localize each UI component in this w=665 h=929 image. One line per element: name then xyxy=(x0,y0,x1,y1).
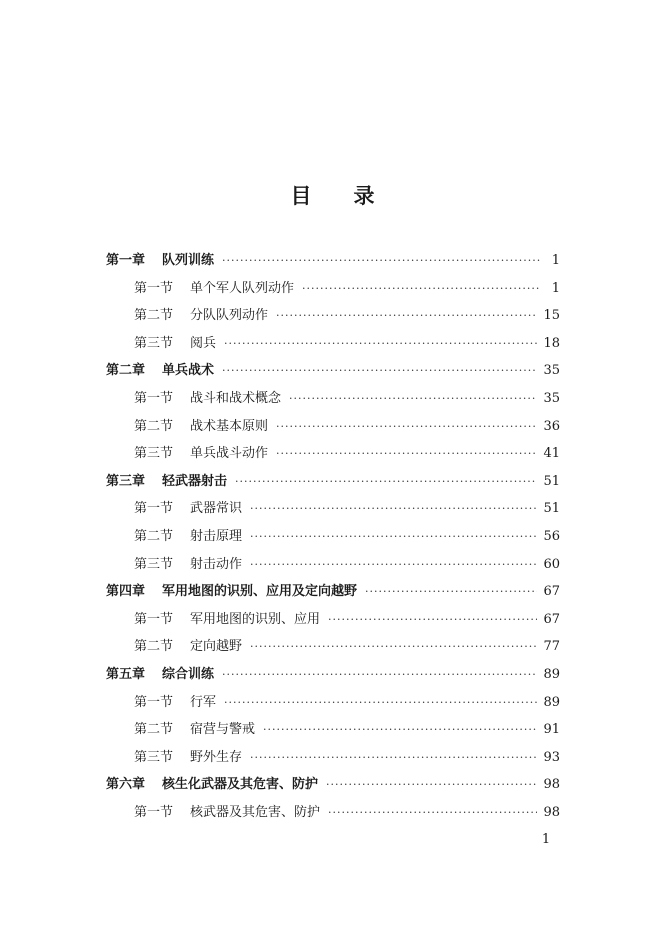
toc-section-entry[interactable] xyxy=(106,689,560,717)
dot-leader xyxy=(326,771,537,799)
section-number: 第一节 xyxy=(134,694,174,710)
section-title: 宿营与警戒 xyxy=(190,722,256,738)
toc-section-entry[interactable] xyxy=(106,275,560,303)
entry-page-number: 93 xyxy=(543,749,560,765)
section-number: 第三节 xyxy=(134,556,174,572)
section-number: 第二节 xyxy=(134,528,174,544)
section-title: 核武器及其危害、防护 xyxy=(190,804,321,820)
entry-page-number: 51 xyxy=(543,473,560,489)
section-number: 第一节 xyxy=(134,501,174,517)
section-number: 第三节 xyxy=(134,446,174,462)
toc-section-entry[interactable] xyxy=(106,302,560,330)
entry-page-number: 98 xyxy=(543,777,560,793)
toc-chapter-entry[interactable] xyxy=(106,468,560,496)
toc-list xyxy=(106,247,560,826)
toc-section-entry[interactable] xyxy=(106,716,560,744)
entry-page-number: 36 xyxy=(543,418,560,434)
section-title: 单个军人队列动作 xyxy=(190,280,295,296)
chapter-title: 综合训练 xyxy=(162,666,215,682)
entry-page-number: 77 xyxy=(543,639,560,655)
toc-section-entry[interactable] xyxy=(106,606,560,634)
entry-page-number: 15 xyxy=(543,308,560,324)
chapter-number: 第六章 xyxy=(106,777,146,793)
toc-section-entry[interactable] xyxy=(106,495,560,523)
entry-page-number: 89 xyxy=(543,694,560,710)
entry-page-number: 35 xyxy=(543,363,560,379)
entry-page-number: 91 xyxy=(543,722,560,738)
toc-chapter-entry[interactable] xyxy=(106,578,560,606)
dot-leader xyxy=(302,275,540,303)
section-number: 第一节 xyxy=(134,611,174,627)
section-title: 战斗和战术概念 xyxy=(190,390,282,406)
dot-leader xyxy=(222,247,540,275)
chapter-title: 军用地图的识别、应用及定向越野 xyxy=(162,584,358,600)
section-title: 野外生存 xyxy=(190,749,243,765)
section-title: 军用地图的识别、应用 xyxy=(190,611,321,627)
section-number: 第二节 xyxy=(134,722,174,738)
entry-page-number: 35 xyxy=(543,390,560,406)
toc-section-entry[interactable] xyxy=(106,413,560,441)
entry-page-number: 18 xyxy=(543,335,560,351)
toc-title-char: 录 xyxy=(353,183,375,208)
dot-leader xyxy=(250,744,537,772)
toc-section-entry[interactable] xyxy=(106,799,560,827)
entry-page-number: 56 xyxy=(543,528,560,544)
toc-section-entry[interactable] xyxy=(106,330,560,358)
dot-leader xyxy=(222,661,537,689)
section-number: 第二节 xyxy=(134,639,174,655)
chapter-number: 第一章 xyxy=(106,253,146,268)
dot-leader xyxy=(250,633,537,661)
entry-page-number: 1 xyxy=(551,280,560,296)
chapter-number: 第四章 xyxy=(106,584,146,600)
entry-page-number: 67 xyxy=(543,584,560,600)
dot-leader xyxy=(263,716,537,744)
chapter-title: 单兵战术 xyxy=(162,363,215,379)
section-title: 武器常识 xyxy=(190,501,243,517)
dot-leader xyxy=(328,799,537,827)
section-number: 第二节 xyxy=(134,418,174,434)
dot-leader xyxy=(276,302,537,330)
toc-section-entry[interactable] xyxy=(106,633,560,661)
entry-page-number: 1 xyxy=(551,253,560,268)
page-number: 1 xyxy=(541,832,551,847)
dot-leader xyxy=(250,523,537,551)
chapter-number: 第三章 xyxy=(106,473,146,489)
section-title: 射击动作 xyxy=(190,556,243,572)
section-title: 行军 xyxy=(190,694,217,710)
section-number: 第一节 xyxy=(134,804,174,820)
section-number: 第二节 xyxy=(134,308,174,324)
toc-section-entry[interactable] xyxy=(106,440,560,468)
toc-section-entry[interactable] xyxy=(106,744,560,772)
dot-leader xyxy=(328,606,537,634)
dot-leader xyxy=(276,440,537,468)
section-title: 单兵战斗动作 xyxy=(190,446,269,462)
section-title: 分队队列动作 xyxy=(190,308,269,324)
dot-leader xyxy=(250,495,537,523)
dot-leader xyxy=(365,578,537,606)
section-title: 定向越野 xyxy=(190,639,243,655)
entry-page-number: 89 xyxy=(543,666,560,682)
dot-leader xyxy=(235,468,537,496)
section-number: 第三节 xyxy=(134,335,174,351)
dot-leader xyxy=(289,385,537,413)
toc-section-entry[interactable] xyxy=(106,523,560,551)
dot-leader xyxy=(222,357,537,385)
section-title: 射击原理 xyxy=(190,528,243,544)
section-number: 第一节 xyxy=(134,280,174,296)
toc-chapter-entry[interactable] xyxy=(106,247,560,275)
entry-page-number: 60 xyxy=(543,556,560,572)
dot-leader xyxy=(224,330,537,358)
section-number: 第三节 xyxy=(134,749,174,765)
toc-title-char: 目 xyxy=(290,183,312,208)
dot-leader xyxy=(250,551,537,579)
dot-leader xyxy=(276,413,537,441)
toc-chapter-entry[interactable] xyxy=(106,771,560,799)
section-number: 第一节 xyxy=(134,390,174,406)
chapter-title: 队列训练 xyxy=(162,253,215,268)
chapter-title: 轻武器射击 xyxy=(162,473,228,489)
toc-chapter-entry[interactable] xyxy=(106,661,560,689)
entry-page-number: 98 xyxy=(543,804,560,820)
section-title: 阅兵 xyxy=(190,335,217,351)
toc-chapter-entry[interactable] xyxy=(106,357,560,385)
toc-section-entry[interactable] xyxy=(106,385,560,413)
chapter-number: 第五章 xyxy=(106,666,146,682)
dot-leader xyxy=(224,689,537,717)
section-title: 战术基本原则 xyxy=(190,418,269,434)
toc-section-entry[interactable] xyxy=(106,551,560,579)
entry-page-number: 67 xyxy=(543,611,560,627)
toc-title xyxy=(0,180,665,210)
chapter-number: 第二章 xyxy=(106,363,146,379)
entry-page-number: 51 xyxy=(543,501,560,517)
entry-page-number: 41 xyxy=(543,446,560,462)
chapter-title: 核生化武器及其危害、防护 xyxy=(162,777,319,793)
